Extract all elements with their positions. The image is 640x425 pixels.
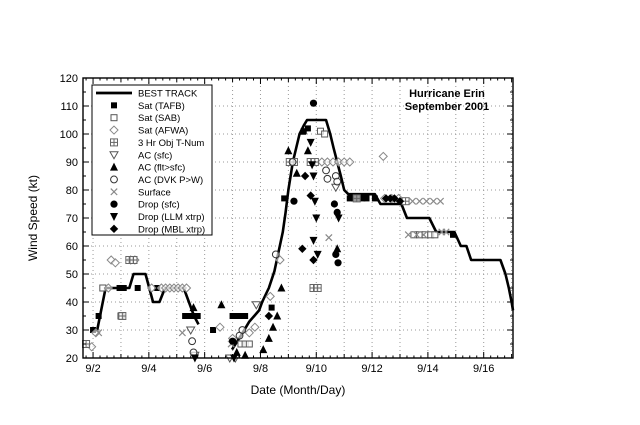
point-sat-tafb bbox=[281, 195, 287, 201]
y-tick-label: 100 bbox=[59, 129, 78, 141]
x-tick-label: 9/8 bbox=[252, 363, 269, 375]
point-ac-sfc bbox=[332, 184, 340, 191]
legend-label: AC (sfc) bbox=[138, 150, 173, 162]
point-surface bbox=[423, 198, 429, 204]
point-surface bbox=[430, 198, 436, 204]
point-sat-tafb bbox=[210, 327, 216, 333]
point-ac-dvk bbox=[189, 338, 196, 345]
y-tick-label: 90 bbox=[65, 157, 78, 169]
point-drop-sfc bbox=[332, 251, 339, 258]
y-tick-label: 60 bbox=[65, 241, 78, 253]
point-ac-flt bbox=[304, 146, 312, 154]
y-axis-title: Wind Speed (kt) bbox=[26, 174, 40, 262]
point-drop-sfc bbox=[331, 200, 338, 207]
point-ac-dvk bbox=[334, 178, 341, 185]
point-surface bbox=[437, 198, 443, 204]
legend-label: 3 Hr Obj T-Num bbox=[138, 137, 205, 149]
point-sat-sab bbox=[322, 131, 328, 137]
legend-label: AC (flt>sfc) bbox=[138, 162, 186, 174]
point-drop-sfc bbox=[310, 100, 317, 107]
point-obj-tnum bbox=[353, 195, 360, 202]
chart-legend bbox=[92, 85, 212, 235]
point-ac-flt bbox=[284, 146, 292, 154]
point-sat-afwa bbox=[216, 323, 224, 331]
legend-label: Drop (MBL xtrp) bbox=[138, 224, 206, 236]
point-drop-sfc bbox=[229, 338, 236, 345]
point-ac-dvk bbox=[289, 159, 296, 166]
point-sat-sab bbox=[432, 232, 438, 238]
point-sat-afwa bbox=[379, 152, 387, 160]
point-sat-tafb bbox=[121, 285, 127, 291]
legend-label: Sat (AFWA) bbox=[138, 125, 189, 137]
point-ac-dvk bbox=[239, 327, 246, 334]
point-obj-tnum bbox=[314, 285, 321, 292]
point-ac-dvk bbox=[324, 175, 331, 182]
legend-symbol-ac-dvk bbox=[111, 176, 118, 183]
annotation-storm-name: Hurricane Erin bbox=[409, 88, 485, 100]
point-sat-tafb bbox=[135, 285, 141, 291]
point-sat-sab bbox=[246, 341, 252, 347]
point-ac-flt bbox=[293, 169, 301, 177]
point-sat-tafb bbox=[364, 195, 370, 201]
x-tick-label: 9/10 bbox=[305, 363, 327, 375]
legend-label: BEST TRACK bbox=[138, 88, 198, 100]
point-drop-mbl bbox=[301, 172, 309, 180]
point-obj-tnum bbox=[130, 257, 137, 264]
x-tick-label: 9/12 bbox=[361, 363, 383, 375]
legend-label: Surface bbox=[138, 187, 171, 199]
point-sat-afwa bbox=[251, 323, 259, 331]
y-tick-label: 120 bbox=[59, 73, 78, 85]
point-ac-dvk bbox=[323, 167, 330, 174]
annotation-storm-date: September 2001 bbox=[404, 101, 490, 113]
point-sat-tafb bbox=[450, 232, 456, 238]
point-ac-flt bbox=[273, 312, 281, 320]
x-tick-label: 9/6 bbox=[197, 363, 213, 375]
best-track-segment bbox=[92, 274, 198, 330]
point-drop-sfc bbox=[290, 198, 297, 205]
y-tick-label: 30 bbox=[65, 325, 78, 337]
point-ac-flt bbox=[265, 334, 273, 342]
point-surface bbox=[416, 198, 422, 204]
legend-label: Sat (TAFB) bbox=[138, 100, 185, 112]
point-sat-tafb bbox=[305, 125, 311, 131]
point-obj-tnum bbox=[119, 313, 126, 320]
point-drop-sfc bbox=[334, 259, 341, 266]
y-tick-label: 20 bbox=[65, 353, 78, 365]
point-sat-tafb bbox=[372, 195, 378, 201]
point-surface bbox=[179, 330, 185, 336]
legend-symbol-obj-tnum bbox=[111, 139, 118, 146]
point-ac-dvk bbox=[272, 251, 279, 258]
x-axis-title: Date (Month/Day) bbox=[250, 383, 346, 397]
y-tick-label: 50 bbox=[65, 269, 78, 281]
point-surface bbox=[409, 198, 415, 204]
point-drop-llm bbox=[307, 139, 315, 147]
y-tick-label: 110 bbox=[60, 101, 78, 113]
legend-label: Drop (LLM xtrp) bbox=[138, 212, 205, 223]
point-sat-tafb bbox=[269, 305, 275, 311]
point-sat-tafb bbox=[96, 313, 102, 319]
x-tick-label: 9/14 bbox=[417, 363, 439, 375]
legend-symbol-sat-tafb bbox=[111, 102, 117, 108]
point-sat-tafb bbox=[195, 313, 201, 319]
x-tick-label: 9/16 bbox=[472, 363, 495, 375]
point-ac-flt bbox=[217, 300, 225, 308]
point-drop-llm bbox=[309, 237, 317, 245]
legend-label: AC (DVK P>W) bbox=[138, 174, 204, 186]
point-ac-flt bbox=[277, 284, 285, 292]
y-tick-label: 40 bbox=[65, 297, 78, 309]
point-drop-llm bbox=[311, 198, 319, 206]
point-sat-afwa bbox=[245, 329, 253, 337]
legend-symbol-sat-sab bbox=[111, 115, 117, 121]
point-sat-afwa bbox=[346, 158, 354, 166]
x-tick-label: 9/2 bbox=[85, 363, 101, 375]
point-sat-tafb bbox=[242, 313, 248, 319]
legend-label: Sat (SAB) bbox=[138, 113, 181, 125]
legend-symbol-drop-sfc bbox=[110, 201, 117, 208]
point-drop-mbl bbox=[265, 312, 273, 320]
y-tick-label: 70 bbox=[65, 213, 78, 225]
legend-label: Drop (sfc) bbox=[138, 199, 180, 211]
x-tick-label: 9/4 bbox=[141, 363, 157, 375]
point-surface bbox=[326, 234, 332, 240]
y-tick-label: 80 bbox=[65, 185, 78, 197]
point-drop-llm bbox=[309, 173, 317, 181]
point-ac-flt bbox=[269, 323, 277, 331]
